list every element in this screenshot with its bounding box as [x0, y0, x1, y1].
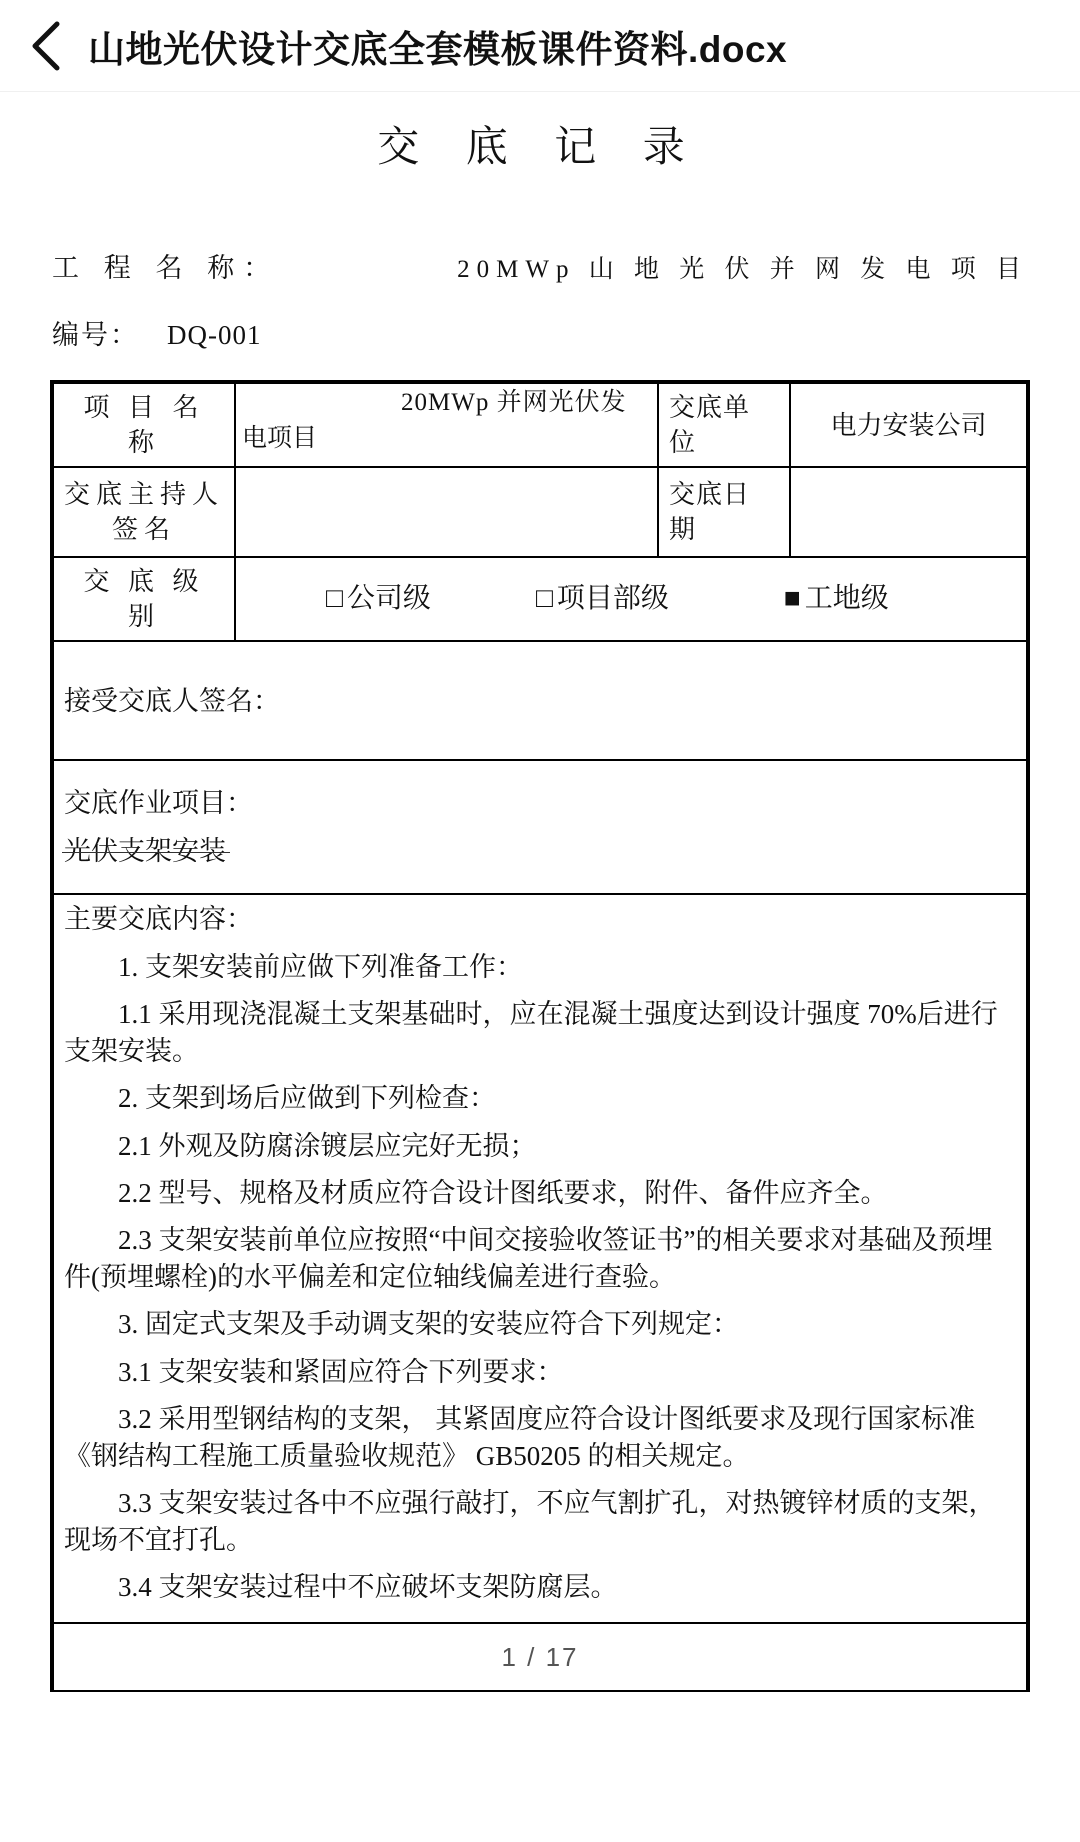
level-option-company[interactable]: □ 公司级 [326, 580, 431, 618]
content-paragraph: 1.1 采用现浇混凝土支架基础时，应在混凝土强度达到设计强度 70%后进行支架安装。 [64, 999, 998, 1066]
receiver-signature-cell[interactable] [53, 641, 1027, 760]
level-option-site[interactable]: ■ 工地级 [784, 580, 889, 618]
number-value: DQ-001 [167, 320, 262, 350]
briefing-unit-label-line1: 交底单 [669, 393, 751, 422]
number-label: 编号： [52, 320, 139, 350]
form-table [52, 382, 1028, 1692]
project-value-line1: 20MWp 并网光伏发 [401, 389, 627, 416]
briefing-level-options [235, 557, 1027, 641]
project-name-cell-value [235, 383, 658, 467]
content-paragraph: 1. 支架安装前应做下列准备工作： [118, 951, 523, 982]
doc-heading: 交 底 记 录 [377, 125, 703, 171]
app-header [0, 0, 1080, 92]
content-paragraph: 2.2 型号、规格及材质应符合设计图纸要求，附件、备件应齐全。 [118, 1178, 888, 1208]
table-row [53, 557, 1027, 641]
document-meta [0, 246, 1080, 352]
back-button[interactable] [14, 13, 80, 79]
briefing-unit-label [658, 383, 790, 467]
project-name-cell-label: 项 目 名 称 [53, 383, 235, 467]
content-paragraph: 3.2 采用型钢结构的支架， 其紧固度应符合设计图纸要求及现行国家标准《钢结构工程施工质量验收规范》 GB50205 的相关规定。 [64, 1404, 976, 1471]
task-item-cell [53, 760, 1027, 894]
page-indicator: 1 / 17 [501, 1641, 579, 1672]
briefing-unit-label-line2: 位 [669, 428, 697, 458]
document-title: 山地光伏设计交底全套模板课件资料.docx [88, 28, 788, 70]
briefing-unit-value: 电力安装公司 [790, 383, 1027, 467]
content-paragraph: 3.3 支架安装过各中不应强行敲打，不应气割扩孔，对热镀锌材质的支架，现场不宜打孔。 [64, 1488, 996, 1555]
host-signature-label-line1: 交底主持人 [64, 480, 225, 510]
host-signature-label-line2: 签名 [111, 515, 176, 545]
content-heading: 主要交底内容： [64, 904, 253, 935]
project-name-label: 工 程 名 称： [52, 253, 280, 283]
task-item-label: 交底作业项目： [64, 787, 253, 818]
host-signature-value[interactable] [235, 467, 658, 557]
table-row [53, 1623, 1027, 1691]
table-row [53, 383, 1027, 467]
briefing-date-value[interactable] [790, 467, 1027, 557]
project-name-value: 20MWp 山 地 光 伏 并 网 发 电 项 目 [457, 256, 1028, 283]
main-content-cell [53, 894, 1027, 1623]
table-row [53, 760, 1027, 894]
page-footer-cell [53, 1623, 1027, 1691]
content-paragraph: 2. 支架到场后应做到下列检查： [118, 1083, 496, 1114]
content-paragraph: 2.1 外观及防腐涂镀层应完好无损； [118, 1130, 537, 1161]
briefing-date-label-line1: 交底日 [669, 480, 751, 510]
receiver-signature-label: 接受交底人签名： [64, 685, 280, 716]
document-page[interactable] [0, 114, 1080, 1842]
table-row [53, 641, 1027, 760]
briefing-date-label-line2: 期 [669, 515, 697, 545]
meta-row-number [52, 313, 1028, 352]
meta-row-project [52, 246, 1028, 285]
content-paragraph: 2.3 支架安装前单位应按照“中间交接验收签证书”的相关要求对基础及预埋件(预埋螺栓)的水平偏差和定位轴线偏差进行查验。 [64, 1225, 993, 1292]
project-value-line2: 电项目 [242, 425, 318, 452]
briefing-level-label: 交 底 级 别 [53, 557, 235, 641]
table-row [53, 894, 1027, 1623]
content-paragraph: 3.4 支架安装过程中不应破坏支架防腐层。 [118, 1571, 618, 1602]
task-item-value: 光伏支架安装 [64, 833, 226, 869]
table-row [53, 467, 1027, 557]
chevron-left-icon [27, 19, 67, 73]
host-signature-label [53, 467, 235, 557]
level-option-project-dept[interactable]: □ 项目部级 [536, 580, 669, 618]
briefing-date-label [658, 467, 790, 557]
content-paragraph: 3. 固定式支架及手动调支架的安装应符合下列规定： [118, 1309, 739, 1340]
form-table-wrapper [50, 380, 1030, 1692]
content-paragraph: 3.1 支架安装和紧固应符合下列要求： [118, 1356, 564, 1387]
